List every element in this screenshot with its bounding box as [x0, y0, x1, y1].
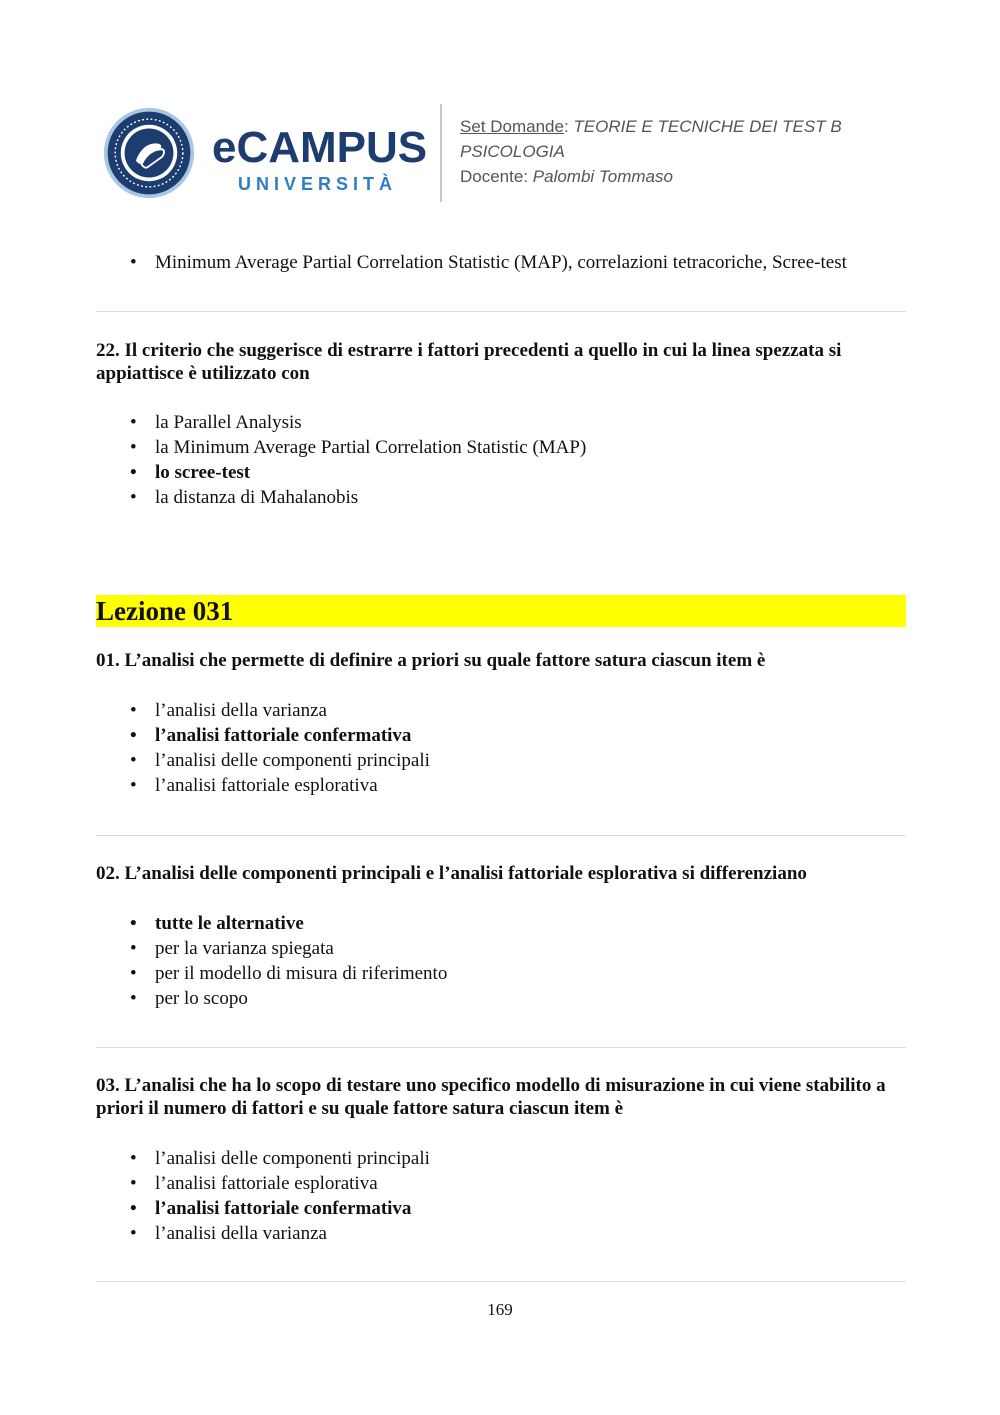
question-01: 01. L’analisi che permette di definire a priori su quale fattore satura ciascun item è: [96, 650, 766, 671]
option-item: • per il modello di misura di riferimento: [96, 961, 906, 986]
option-item: • l’analisi della varianza: [96, 698, 906, 723]
option-item-correct: • lo scree-test: [96, 460, 906, 485]
brand-wordmark: [212, 123, 428, 195]
lesson-heading: Lezione 031: [96, 595, 906, 627]
question-03-options: [96, 1146, 906, 1246]
page-number: 169: [487, 1300, 513, 1319]
option-item: • l’analisi fattoriale esplorativa: [96, 1171, 906, 1196]
option-item: • l’analisi della varianza: [96, 1221, 906, 1246]
question-22-options: [96, 410, 906, 510]
option-item: • Minimum Average Partial Correlation Statistic (MAP), correlazioni tetracoriche, Scree-test: [96, 250, 906, 275]
option-item-correct: • l’analisi fattoriale confermativa: [96, 1196, 906, 1221]
question-03: 03. L’analisi che ha lo scopo di testare uno specifico modello di misurazione in cui viene stabilito a priori il numero di fattori e su quale fattore satura ciascun item è: [96, 1075, 886, 1119]
option-item: • l’analisi fattoriale esplorativa: [96, 773, 906, 798]
brand-name: eCAMPUS: [212, 123, 428, 172]
option-item: • la Minimum Average Partial Correlation Statistic (MAP): [96, 435, 906, 460]
header-divider: [440, 104, 442, 202]
option-item: • per la varianza spiegata: [96, 936, 906, 961]
option-item: • l’analisi delle componenti principali: [96, 748, 906, 773]
option-item: • per lo scopo: [96, 986, 906, 1011]
brand-subtitle: UNIVERSITÀ: [238, 174, 398, 194]
teacher-line: [460, 164, 842, 189]
set-separator: :: [563, 117, 569, 136]
question-separator: [96, 1281, 906, 1282]
set-line: [460, 114, 842, 139]
prev-question-options: [96, 250, 906, 275]
ecampus-seal-icon: [102, 106, 196, 200]
set-label: Set Domande: [460, 117, 564, 136]
question-01-options: [96, 698, 906, 798]
question-22: 22. Il criterio che suggerisce di estrarre i fattori precedenti a quello in cui la linea spezzata si appiattisce è utilizzato con: [96, 340, 842, 384]
set-value: TEORIE E TECNICHE DEI TEST B: [573, 117, 842, 136]
option-item-correct: • l’analisi fattoriale confermativa: [96, 723, 906, 748]
option-item: • la distanza di Mahalanobis: [96, 485, 906, 510]
teacher-value: Palombi Tommaso: [532, 167, 673, 186]
page-header: [100, 102, 920, 204]
question-02: 02. L’analisi delle componenti principali e l’analisi fattoriale esplorativa si differenziano: [96, 863, 807, 884]
teacher-label: Docente:: [460, 167, 529, 186]
question-02-options: [96, 911, 906, 1011]
option-item: • l’analisi delle componenti principali: [96, 1146, 906, 1171]
page-content: [96, 250, 906, 1282]
header-info: [460, 114, 842, 189]
option-item-correct: • tutte le alternative: [96, 911, 906, 936]
set-value-line-2: PSICOLOGIA: [460, 142, 565, 161]
option-item: • la Parallel Analysis: [96, 410, 906, 435]
